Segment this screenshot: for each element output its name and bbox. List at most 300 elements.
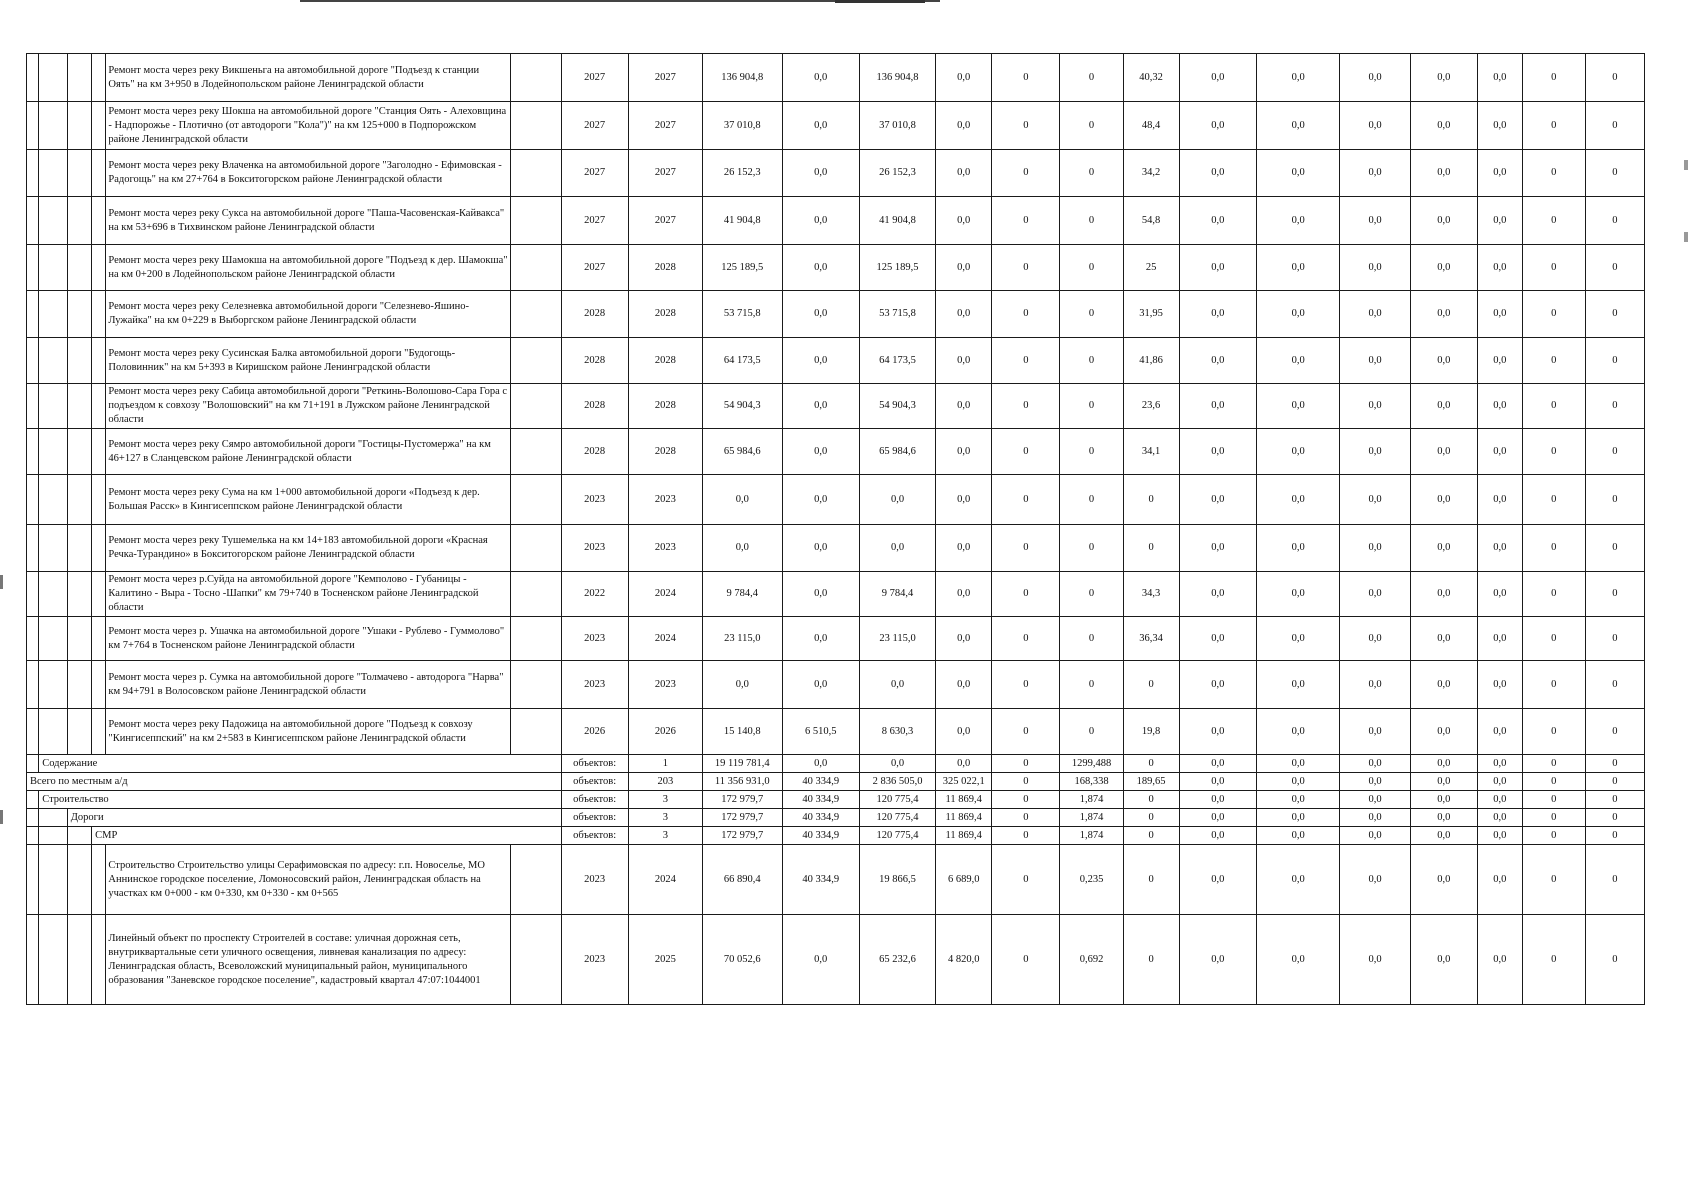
value-p6: 0,0 <box>1477 827 1522 845</box>
value-f5: 168,338 <box>1060 773 1123 791</box>
object-name: Ремонт моста через р.Суйда на автомобильной дороге "Кемполово - Губаницы - Калитино - Выра - Тосно -Шапки" км 79+740 в Тосненском районе Ленинградской области <box>106 572 510 617</box>
value-p7: 0 <box>1522 845 1585 915</box>
value-f2: 120 775,4 <box>859 791 935 809</box>
value-p4: 0,0 <box>1340 197 1410 245</box>
value-f5: 0 <box>1060 150 1123 197</box>
value-total: 54 904,3 <box>703 384 782 429</box>
indent-cell <box>67 709 91 755</box>
value-p3: 0,0 <box>1256 384 1339 429</box>
indent-cell <box>92 102 106 150</box>
value-f3: 0,0 <box>936 291 992 338</box>
value-f1: 0,0 <box>782 291 859 338</box>
indent-cell <box>92 291 106 338</box>
value-p7: 0 <box>1522 572 1585 617</box>
indent-cell <box>67 617 91 661</box>
value-total: 23 115,0 <box>703 617 782 661</box>
value-p8: 0 <box>1585 827 1644 845</box>
value-f5: 0 <box>1060 475 1123 525</box>
start-year: 2023 <box>561 661 628 709</box>
value-f4: 0 <box>992 755 1060 773</box>
value-f2: 53 715,8 <box>859 291 935 338</box>
table-row <box>27 845 1645 915</box>
value-p5: 0,0 <box>1410 291 1477 338</box>
value-p3: 0,0 <box>1256 791 1339 809</box>
value-f5: 0 <box>1060 102 1123 150</box>
value-total: 15 140,8 <box>703 709 782 755</box>
value-p1: 0 <box>1123 755 1179 773</box>
summary-unit: объектов: <box>561 755 628 773</box>
value-p1: 0 <box>1123 525 1179 572</box>
left-edge-mark <box>0 575 3 589</box>
indent-cell <box>39 245 68 291</box>
value-p5: 0,0 <box>1410 617 1477 661</box>
object-name: Ремонт моста через реку Сума на км 1+000 автомобильной дороги «Подъезд к дер. Большая Расск» в Кингисеппском районе Ленинградской области <box>106 475 510 525</box>
indent-cell <box>27 102 39 150</box>
value-p1: 34,3 <box>1123 572 1179 617</box>
indent-cell <box>39 617 68 661</box>
value-f5: 0 <box>1060 617 1123 661</box>
value-p6: 0,0 <box>1477 661 1522 709</box>
value-p5: 0,0 <box>1410 827 1477 845</box>
object-name: Ремонт моста через реку Сукса на автомобильной дороге "Паша-Часовенская-Кайвакса" на км 53+696 в Тихвинском районе Ленинградской области <box>106 197 510 245</box>
value-f2: 0,0 <box>859 475 935 525</box>
value-p7: 0 <box>1522 150 1585 197</box>
value-f5: 0,692 <box>1060 915 1123 1005</box>
indent-cell <box>67 525 91 572</box>
end-year: 2028 <box>628 429 702 475</box>
summary-row <box>27 755 1645 773</box>
value-f2: 65 984,6 <box>859 429 935 475</box>
value-p2: 0,0 <box>1179 617 1256 661</box>
indent-cell <box>92 845 106 915</box>
value-p2: 0,0 <box>1179 197 1256 245</box>
value-f2: 37 010,8 <box>859 102 935 150</box>
summary-unit: объектов: <box>561 809 628 827</box>
value-total: 9 784,4 <box>703 572 782 617</box>
summary-unit: объектов: <box>561 773 628 791</box>
value-p7: 0 <box>1522 291 1585 338</box>
value-total: 125 189,5 <box>703 245 782 291</box>
value-p3: 0,0 <box>1256 291 1339 338</box>
value-p6: 0,0 <box>1477 338 1522 384</box>
indent-cell <box>92 915 106 1005</box>
table-row <box>27 150 1645 197</box>
value-p1: 31,95 <box>1123 291 1179 338</box>
indent-cell <box>27 54 39 102</box>
indent-cell <box>92 429 106 475</box>
value-f2: 136 904,8 <box>859 54 935 102</box>
top-edge-mark <box>835 0 925 3</box>
indent-cell <box>67 384 91 429</box>
indent-cell <box>92 475 106 525</box>
indent-cell <box>39 827 68 845</box>
value-f5: 0 <box>1060 572 1123 617</box>
left-edge-mark <box>0 810 3 824</box>
value-p3: 0,0 <box>1256 809 1339 827</box>
table-row <box>27 617 1645 661</box>
value-p2: 0,0 <box>1179 245 1256 291</box>
value-f2: 41 904,8 <box>859 197 935 245</box>
end-year: 2027 <box>628 102 702 150</box>
value-p4: 0,0 <box>1340 755 1410 773</box>
summary-label: Всего по местным а/д <box>27 773 562 791</box>
value-p5: 0,0 <box>1410 915 1477 1005</box>
value-p7: 0 <box>1522 475 1585 525</box>
table-row <box>27 102 1645 150</box>
value-f3: 325 022,1 <box>936 773 992 791</box>
indent-cell <box>67 338 91 384</box>
end-year: 2024 <box>628 617 702 661</box>
value-total: 26 152,3 <box>703 150 782 197</box>
indent-cell <box>39 661 68 709</box>
object-name: Ремонт моста через р. Сумка на автомобильной дороге "Толмачево - автодорога "Нарва" км 94+791 в Волосовском районе Ленинградской области <box>106 661 510 709</box>
value-p4: 0,0 <box>1340 150 1410 197</box>
empty-cell <box>510 291 561 338</box>
empty-cell <box>510 150 561 197</box>
value-f1: 0,0 <box>782 245 859 291</box>
value-p2: 0,0 <box>1179 709 1256 755</box>
value-p8: 0 <box>1585 525 1644 572</box>
value-p5: 0,0 <box>1410 150 1477 197</box>
value-p8: 0 <box>1585 102 1644 150</box>
value-p3: 0,0 <box>1256 572 1339 617</box>
start-year: 2028 <box>561 429 628 475</box>
indent-cell <box>27 809 39 827</box>
value-f4: 0 <box>992 338 1060 384</box>
value-f4: 0 <box>992 102 1060 150</box>
value-f5: 0 <box>1060 709 1123 755</box>
value-p6: 0,0 <box>1477 809 1522 827</box>
value-p3: 0,0 <box>1256 845 1339 915</box>
value-p5: 0,0 <box>1410 54 1477 102</box>
indent-cell <box>27 338 39 384</box>
value-p1: 0 <box>1123 915 1179 1005</box>
end-year: 2026 <box>628 709 702 755</box>
value-f5: 1,874 <box>1060 827 1123 845</box>
object-name: Ремонт моста через реку Тушемелька на км 14+183 автомобильной дороги «Красная Речка-Турандино» в Бокситогорском районе Ленинградской области <box>106 525 510 572</box>
summary-row <box>27 773 1645 791</box>
indent-cell <box>27 617 39 661</box>
value-f5: 0 <box>1060 525 1123 572</box>
empty-cell <box>510 915 561 1005</box>
value-p2: 0,0 <box>1179 827 1256 845</box>
value-f4: 0 <box>992 572 1060 617</box>
value-f4: 0 <box>992 54 1060 102</box>
value-p4: 0,0 <box>1340 291 1410 338</box>
value-p2: 0,0 <box>1179 661 1256 709</box>
empty-cell <box>510 661 561 709</box>
indent-cell <box>27 525 39 572</box>
value-p8: 0 <box>1585 384 1644 429</box>
value-total: 53 715,8 <box>703 291 782 338</box>
end-year: 2027 <box>628 54 702 102</box>
table-row <box>27 525 1645 572</box>
empty-cell <box>510 245 561 291</box>
empty-cell <box>510 54 561 102</box>
indent-cell <box>67 429 91 475</box>
value-f3: 0,0 <box>936 709 992 755</box>
value-p3: 0,0 <box>1256 197 1339 245</box>
value-f2: 9 784,4 <box>859 572 935 617</box>
value-p5: 0,0 <box>1410 384 1477 429</box>
summary-unit: объектов: <box>561 827 628 845</box>
value-p2: 0,0 <box>1179 525 1256 572</box>
indent-cell <box>27 661 39 709</box>
value-p6: 0,0 <box>1477 709 1522 755</box>
value-p4: 0,0 <box>1340 845 1410 915</box>
object-name: Ремонт моста через реку Сямро автомобильной дороги "Гостицы-Пустомержа" на км 46+127 в Сланцевском районе Ленинградской области <box>106 429 510 475</box>
value-p6: 0,0 <box>1477 429 1522 475</box>
indent-cell <box>92 617 106 661</box>
value-p4: 0,0 <box>1340 572 1410 617</box>
value-p2: 0,0 <box>1179 291 1256 338</box>
value-p4: 0,0 <box>1340 709 1410 755</box>
indent-cell <box>27 245 39 291</box>
indent-cell <box>67 102 91 150</box>
value-f3: 0,0 <box>936 384 992 429</box>
value-f1: 0,0 <box>782 525 859 572</box>
indent-cell <box>39 525 68 572</box>
value-f2: 0,0 <box>859 661 935 709</box>
value-p7: 0 <box>1522 525 1585 572</box>
value-f1: 0,0 <box>782 150 859 197</box>
value-f4: 0 <box>992 150 1060 197</box>
value-f2: 0,0 <box>859 525 935 572</box>
indent-cell <box>27 791 39 809</box>
value-f1: 0,0 <box>782 755 859 773</box>
value-p2: 0,0 <box>1179 475 1256 525</box>
value-p5: 0,0 <box>1410 338 1477 384</box>
start-year: 2023 <box>561 525 628 572</box>
value-f3: 11 869,4 <box>936 827 992 845</box>
value-p3: 0,0 <box>1256 102 1339 150</box>
table-row <box>27 384 1645 429</box>
value-f2: 26 152,3 <box>859 150 935 197</box>
value-f4: 0 <box>992 384 1060 429</box>
value-p1: 54,8 <box>1123 197 1179 245</box>
value-p5: 0,0 <box>1410 475 1477 525</box>
start-year: 2026 <box>561 709 628 755</box>
value-p3: 0,0 <box>1256 755 1339 773</box>
start-year: 2022 <box>561 572 628 617</box>
end-year: 2028 <box>628 384 702 429</box>
value-p4: 0,0 <box>1340 915 1410 1005</box>
value-total: 11 356 931,0 <box>703 773 782 791</box>
start-year: 2023 <box>561 475 628 525</box>
value-p3: 0,0 <box>1256 915 1339 1005</box>
end-year: 2028 <box>628 245 702 291</box>
value-f4: 0 <box>992 429 1060 475</box>
value-p5: 0,0 <box>1410 845 1477 915</box>
start-year: 2028 <box>561 338 628 384</box>
indent-cell <box>27 572 39 617</box>
value-p5: 0,0 <box>1410 102 1477 150</box>
object-name: Линейный объект по проспекту Строителей в составе: уличная дорожная сеть, внутриквартальные сети уличного освещения, ливневая канализация по адресу: Ленинградская область, Всеволожский муниципальный район, муниципального образования "Заневское городское поселение", кадастровый квартал 47:07:1044001 <box>106 915 510 1005</box>
value-p1: 0 <box>1123 791 1179 809</box>
value-p5: 0,0 <box>1410 525 1477 572</box>
value-f1: 40 334,9 <box>782 827 859 845</box>
value-p4: 0,0 <box>1340 617 1410 661</box>
value-total: 41 904,8 <box>703 197 782 245</box>
value-f3: 0,0 <box>936 197 992 245</box>
value-p8: 0 <box>1585 54 1644 102</box>
table-row <box>27 661 1645 709</box>
table-row <box>27 54 1645 102</box>
value-p2: 0,0 <box>1179 102 1256 150</box>
value-p5: 0,0 <box>1410 245 1477 291</box>
value-f5: 0 <box>1060 54 1123 102</box>
value-f4: 0 <box>992 245 1060 291</box>
summary-count: 1 <box>628 755 702 773</box>
indent-cell <box>27 197 39 245</box>
value-f3: 0,0 <box>936 245 992 291</box>
value-f3: 0,0 <box>936 150 992 197</box>
summary-row <box>27 791 1645 809</box>
value-f4: 0 <box>992 525 1060 572</box>
indent-cell <box>92 197 106 245</box>
value-p1: 0 <box>1123 827 1179 845</box>
value-p1: 23,6 <box>1123 384 1179 429</box>
value-p8: 0 <box>1585 845 1644 915</box>
value-p5: 0,0 <box>1410 709 1477 755</box>
value-f3: 0,0 <box>936 102 992 150</box>
indent-cell <box>39 429 68 475</box>
value-p7: 0 <box>1522 661 1585 709</box>
object-name: Ремонт моста через реку Сусинская Балка автомобильной дороги "Будогощь-Половинник" на км 5+393 в Киришском районе Ленинградской области <box>106 338 510 384</box>
indent-cell <box>27 475 39 525</box>
value-total: 19 119 781,4 <box>703 755 782 773</box>
value-p8: 0 <box>1585 245 1644 291</box>
value-p7: 0 <box>1522 755 1585 773</box>
value-p3: 0,0 <box>1256 773 1339 791</box>
value-f5: 0,235 <box>1060 845 1123 915</box>
value-f1: 0,0 <box>782 915 859 1005</box>
end-year: 2023 <box>628 661 702 709</box>
value-p1: 0 <box>1123 475 1179 525</box>
empty-cell <box>510 572 561 617</box>
indent-cell <box>39 809 68 827</box>
value-p6: 0,0 <box>1477 773 1522 791</box>
value-f3: 11 869,4 <box>936 791 992 809</box>
start-year: 2028 <box>561 384 628 429</box>
value-p3: 0,0 <box>1256 245 1339 291</box>
indent-cell <box>39 384 68 429</box>
empty-cell <box>510 384 561 429</box>
indent-cell <box>27 915 39 1005</box>
value-p6: 0,0 <box>1477 150 1522 197</box>
value-total: 0,0 <box>703 525 782 572</box>
value-f1: 40 334,9 <box>782 773 859 791</box>
value-p1: 34,1 <box>1123 429 1179 475</box>
value-f1: 6 510,5 <box>782 709 859 755</box>
value-p6: 0,0 <box>1477 845 1522 915</box>
value-f4: 0 <box>992 475 1060 525</box>
indent-cell <box>39 338 68 384</box>
start-year: 2023 <box>561 845 628 915</box>
start-year: 2027 <box>561 245 628 291</box>
value-p7: 0 <box>1522 915 1585 1005</box>
indent-cell <box>39 54 68 102</box>
indent-cell <box>39 572 68 617</box>
value-total: 172 979,7 <box>703 827 782 845</box>
value-p5: 0,0 <box>1410 661 1477 709</box>
value-p2: 0,0 <box>1179 150 1256 197</box>
value-p7: 0 <box>1522 338 1585 384</box>
summary-count: 203 <box>628 773 702 791</box>
value-f1: 0,0 <box>782 338 859 384</box>
value-p1: 36,34 <box>1123 617 1179 661</box>
end-year: 2023 <box>628 475 702 525</box>
value-f2: 120 775,4 <box>859 809 935 827</box>
empty-cell <box>510 338 561 384</box>
empty-cell <box>510 709 561 755</box>
indent-cell <box>92 150 106 197</box>
value-p1: 41,86 <box>1123 338 1179 384</box>
indent-cell <box>27 709 39 755</box>
summary-count: 3 <box>628 827 702 845</box>
value-f2: 65 232,6 <box>859 915 935 1005</box>
value-total: 136 904,8 <box>703 54 782 102</box>
value-f3: 0,0 <box>936 617 992 661</box>
value-total: 37 010,8 <box>703 102 782 150</box>
indent-cell <box>67 150 91 197</box>
value-p6: 0,0 <box>1477 791 1522 809</box>
value-p6: 0,0 <box>1477 245 1522 291</box>
indent-cell <box>67 572 91 617</box>
indent-cell <box>39 709 68 755</box>
value-p8: 0 <box>1585 150 1644 197</box>
value-p8: 0 <box>1585 617 1644 661</box>
end-year: 2024 <box>628 845 702 915</box>
value-f5: 0 <box>1060 245 1123 291</box>
value-f3: 0,0 <box>936 661 992 709</box>
table-row <box>27 475 1645 525</box>
value-p4: 0,0 <box>1340 475 1410 525</box>
value-p8: 0 <box>1585 572 1644 617</box>
value-f1: 0,0 <box>782 661 859 709</box>
value-p6: 0,0 <box>1477 915 1522 1005</box>
value-p7: 0 <box>1522 617 1585 661</box>
object-name: Ремонт моста через р. Ушачка на автомобильной дороге "Ушаки - Рублево - Гуммолово" км 7+764 в Тосненском районе Ленинградской области <box>106 617 510 661</box>
value-p5: 0,0 <box>1410 791 1477 809</box>
indent-cell <box>67 245 91 291</box>
value-f5: 0 <box>1060 661 1123 709</box>
value-f3: 0,0 <box>936 475 992 525</box>
indent-cell <box>27 827 39 845</box>
value-f1: 0,0 <box>782 54 859 102</box>
value-p4: 0,0 <box>1340 338 1410 384</box>
indent-cell <box>92 338 106 384</box>
value-p8: 0 <box>1585 429 1644 475</box>
value-p1: 40,32 <box>1123 54 1179 102</box>
value-f4: 0 <box>992 827 1060 845</box>
value-f1: 40 334,9 <box>782 791 859 809</box>
indent-cell <box>67 827 91 845</box>
table-row <box>27 338 1645 384</box>
value-f5: 0 <box>1060 291 1123 338</box>
value-f2: 64 173,5 <box>859 338 935 384</box>
value-p3: 0,0 <box>1256 617 1339 661</box>
value-p8: 0 <box>1585 709 1644 755</box>
value-total: 172 979,7 <box>703 809 782 827</box>
value-p7: 0 <box>1522 791 1585 809</box>
summary-count: 3 <box>628 791 702 809</box>
value-p4: 0,0 <box>1340 384 1410 429</box>
summary-label: Дороги <box>67 809 561 827</box>
value-f5: 0 <box>1060 429 1123 475</box>
value-f4: 0 <box>992 291 1060 338</box>
summary-row <box>27 809 1645 827</box>
